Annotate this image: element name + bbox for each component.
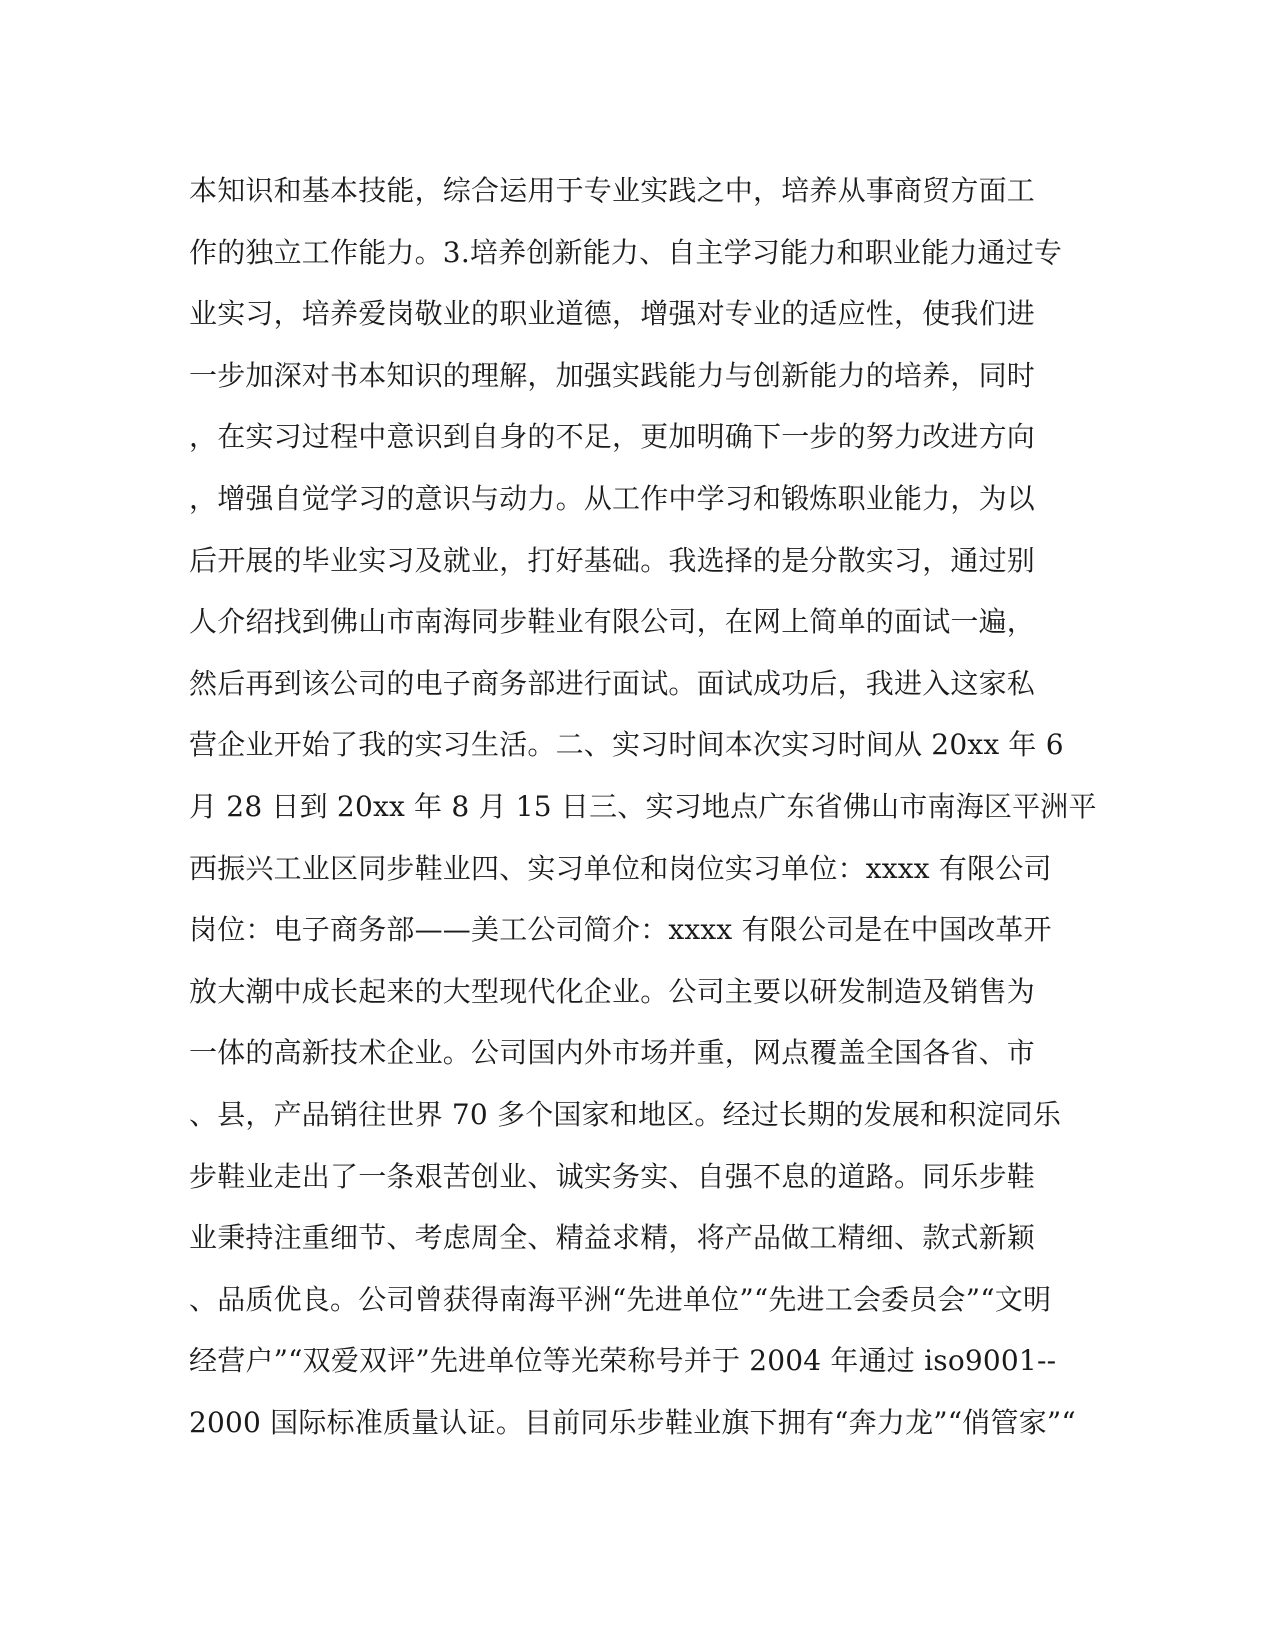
text-line-7: 后开展的毕业实习及就业，打好基础。我选择的是分散实习，通过别	[189, 543, 1036, 577]
text-line-16: 、县，产品销往世界 70 多个国家和地区。经过长期的发展和积淀同乐	[189, 1097, 1062, 1131]
text-line-3: 业实习，培养爱岗敬业的职业道德，增强对专业的适应性，使我们进	[189, 297, 1036, 331]
text-line-15: 一体的高新技术企业。公司国内外市场并重，网点覆盖全国各省、市	[189, 1036, 1036, 1070]
text-line-1: 本知识和基本技能，综合运用于专业实践之中，培养从事商贸方面工	[189, 174, 1036, 207]
text-line-12: 西振兴工业区同步鞋业四、实习单位和岗位实习单位：xxxx 有限公司	[189, 851, 1052, 885]
text-line-8: 人介绍找到佛山市南海同步鞋业有限公司，在网上简单的面试一遍，	[189, 605, 1036, 639]
text-line-17: 步鞋业走出了一条艰苦创业、诚实务实、自强不息的道路。同乐步鞋	[189, 1159, 1036, 1193]
text-line-13: 岗位：电子商务部——美工公司简介：xxxx 有限公司是在中国改革开	[189, 913, 1052, 947]
text-line-11: 月 28 日到 20xx 年 8 月 15 日三、实习地点广东省佛山市南海区平洲平	[189, 789, 1097, 823]
body-text	[189, 160, 1097, 1453]
text-line-19: 、品质优良。公司曾获得南海平洲“先进单位”“先进工会委员会”“文明	[189, 1282, 1052, 1316]
text-line-6: ，增强自觉学习的意识与动力。从工作中学习和锻炼职业能力，为以	[189, 481, 1036, 515]
text-line-18: 业秉持注重细节、考虑周全、精益求精，将产品做工精细、款式新颖	[189, 1221, 1036, 1255]
text-line-5: ，在实习过程中意识到自身的不足，更加明确下一步的努力改进方向	[189, 420, 1036, 454]
text-line-10: 营企业开始了我的实习生活。二、实习时间本次实习时间从 20xx 年 6	[189, 728, 1064, 762]
text-line-4: 一步加深对书本知识的理解，加强实践能力与创新能力的培养，同时	[189, 358, 1036, 392]
text-line-9: 然后再到该公司的电子商务部进行面试。面试成功后，我进入这家私	[189, 666, 1036, 700]
text-line-14: 放大潮中成长起来的大型现代化企业。公司主要以研发制造及销售为	[189, 974, 1036, 1008]
text-line-21: 2000 国际标准质量认证。目前同乐步鞋业旗下拥有“奔力龙”“俏管家”“	[189, 1405, 1076, 1439]
text-line-20: 经营户”“双爱双评”先进单位等光荣称号并于 2004 年通过 iso9001--	[189, 1344, 1057, 1378]
text-line-2: 作的独立工作能力。3.培养创新能力、自主学习能力和职业能力通过专	[189, 235, 1063, 269]
